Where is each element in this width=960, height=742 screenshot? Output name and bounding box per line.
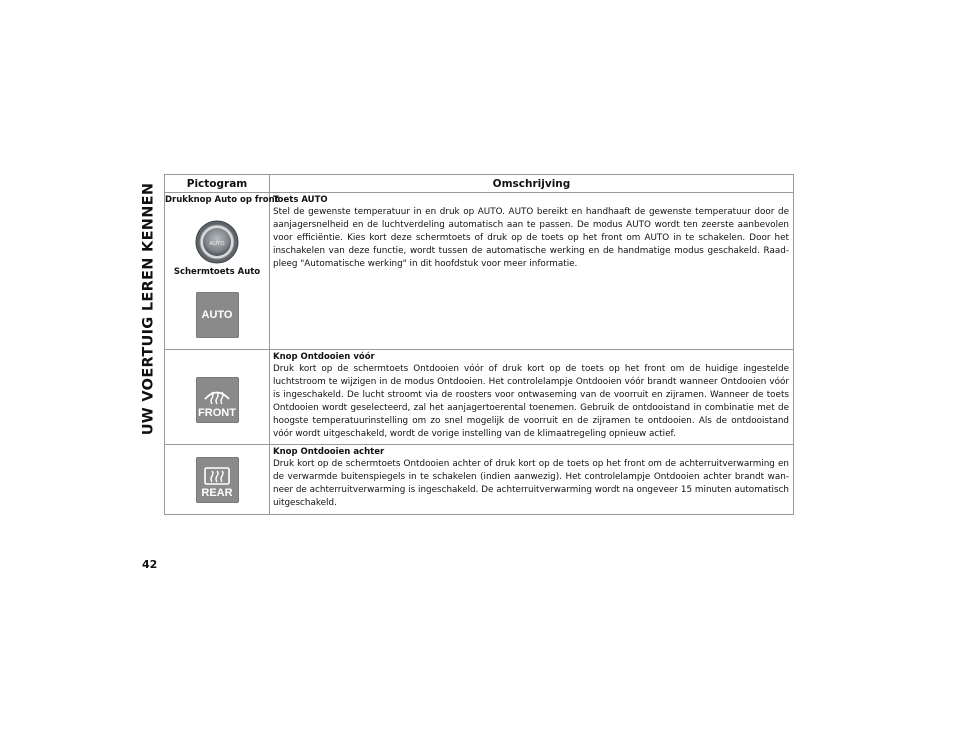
icon-caption-front-button: Drukknop Auto op front xyxy=(165,195,279,205)
front-defrost-icon xyxy=(196,377,239,423)
description-title-rear-defrost: Knop Ontdooien achter xyxy=(273,447,385,458)
auto-screen-key-icon xyxy=(196,292,239,338)
icon-cell-rear-defrost xyxy=(165,445,270,515)
description-title-auto: Toets AUTO xyxy=(273,195,328,205)
auto-tile-label: AUTO xyxy=(201,309,233,321)
icon-cell-front-defrost xyxy=(165,350,270,445)
description-title-front-defrost: Knop Ontdooien vóór xyxy=(273,352,375,362)
rear-tile-label: REAR xyxy=(201,486,233,499)
header-pictogram: Pictogram xyxy=(165,175,270,193)
description-text-front-defrost: Druk kort op de schermtoets Ontdooien vóór of druk kort op de toets op het front om de huidige ingestelde luchtstroom te wijzigen in de modus Ontdooien. Het controlelampje Ontdooien vóór brandt wanneer Ontdooien vóór is ingeschakeld. De lucht stroomt via de roosters voor ontwaseming van de voorruit en zijramen. Wanneer de toets Ontdooien wordt geselecteerd, zal het aanjagertoerental toenemen. Gebruik de ontdooistand in combinatie met de hoogste temperatuurinstelling om zo snel mogelijk de voorruit en de zijramen te ontdooien. Als de ontdooistand vóór wordt uitgeschakeld, wordt de vorige instelling van de klimaatregeling opnieuw actief. xyxy=(273,364,789,439)
icon-cell-auto xyxy=(165,193,279,350)
page-number: 42 xyxy=(142,558,158,571)
description-cell-auto xyxy=(270,193,794,350)
table-row-auto xyxy=(165,193,794,350)
auto-knob-icon xyxy=(195,220,239,264)
description-text-rear-defrost: Druk kort op de schermtoets Ontdooien achter of druk kort op de toets op het front om de achterruitverwarming en de verwarmde buitenspiegels in te schakelen (indien aanwezig). Het controlelampje Ontdooien achter brandt wan-neer de achterruitverwarming is ingeschakeld. De achterruitverwarming wordt na ongeveer 15 minuten automatisch uitgeschakeld. xyxy=(273,459,789,509)
chapter-side-title-text: UW VOERTUIG LEREN KENNEN xyxy=(140,182,156,436)
chapter-side-title xyxy=(139,174,157,444)
description-text-auto: Stel de gewenste temperatuur in en druk op AUTO. AUTO bereikt en handhaaft de gewenste temperatuur door de aanjagersnelheid en de luchtverdeling automatisch aan te passen. De modus AUTO wordt ten zeerste aanbevolen voor efficiëntie. Kies kort deze schermtoets of druk op de toets op het front om AUTO in te schakelen. Door het inschakelen van deze functie, wordt tussen de automatische werking en de handmatige modus geschakeld. Raad-pleeg "Automatische werking" in dit hoofdstuk voor meer informatie. xyxy=(273,207,789,269)
description-cell-front-defrost xyxy=(270,350,794,445)
front-tile-label: FRONT xyxy=(198,407,236,420)
rear-window-heat-icon xyxy=(203,465,231,487)
header-description: Omschrijving xyxy=(270,175,794,193)
table-row-front-defrost xyxy=(165,350,794,445)
table-header-row xyxy=(165,175,794,193)
rear-defrost-icon xyxy=(196,457,239,503)
icon-caption-screen-key: Schermtoets Auto xyxy=(173,267,261,277)
climate-buttons-table xyxy=(164,174,794,515)
description-cell-rear-defrost xyxy=(270,445,794,515)
table-row-rear-defrost xyxy=(165,445,794,515)
windshield-heat-icon xyxy=(202,385,232,407)
knob-auto-label: AUTO xyxy=(209,241,225,247)
